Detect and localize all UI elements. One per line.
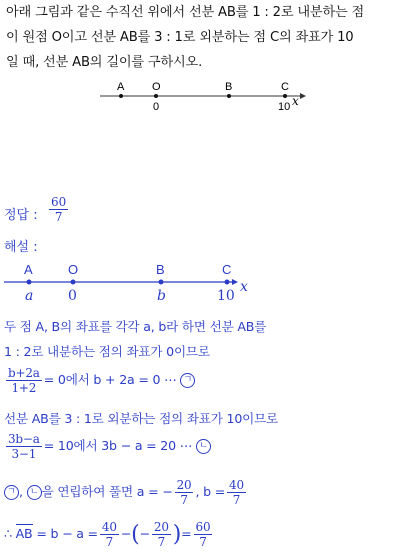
c3-num: 60 bbox=[195, 520, 211, 534]
eq2-den: 3−1 bbox=[11, 447, 37, 461]
label-c: C bbox=[281, 81, 289, 93]
label-a-2: A bbox=[24, 262, 33, 277]
paren-close: ) bbox=[172, 522, 182, 547]
explanation-number-line bbox=[0, 258, 400, 308]
answer-fraction bbox=[47, 195, 70, 224]
answer-label: 정답 : bbox=[4, 208, 38, 223]
eq2-rest: = 10에서 3b − a = 20 ⋯ bbox=[43, 438, 193, 453]
eq3-sep: , bbox=[19, 484, 27, 499]
axis-x-label-2: x bbox=[240, 279, 248, 295]
segment-ab: AB bbox=[15, 526, 33, 541]
c1-num: 40 bbox=[101, 520, 117, 534]
eq1-den: 1+2 bbox=[11, 381, 37, 395]
label-o: O bbox=[152, 81, 161, 93]
point-o-dot bbox=[154, 94, 158, 98]
point-a-dot bbox=[119, 94, 123, 98]
eq3-b: , b = bbox=[195, 484, 226, 499]
explanation-label: 해설 : bbox=[4, 240, 38, 255]
label-b: B bbox=[225, 81, 233, 93]
circle-mark-1: ㄱ bbox=[180, 373, 195, 388]
explanation-line-1: 두 점 A, B의 좌표를 각각 a, b라 하면 선분 AB를 bbox=[4, 319, 267, 334]
paren-open: ( bbox=[131, 522, 140, 547]
axis-x-label: x bbox=[292, 94, 299, 108]
equation-4 bbox=[4, 520, 214, 549]
point-a-dot-2 bbox=[27, 280, 32, 285]
value-a: a bbox=[25, 288, 34, 304]
explanation-line-3: 선분 AB를 3 : 1로 외분하는 점의 좌표가 10이므로 bbox=[4, 411, 279, 426]
c2-den: 7 bbox=[157, 535, 166, 549]
answer-num: 60 bbox=[51, 195, 67, 209]
point-b-dot-2 bbox=[159, 280, 164, 285]
label-b-2: B bbox=[156, 262, 165, 277]
circle-mark-2: ㄴ bbox=[196, 439, 211, 454]
value-10: 10 bbox=[217, 288, 235, 304]
value-b: b bbox=[157, 288, 166, 304]
a-num: 20 bbox=[176, 478, 192, 492]
therefore-symbol: ∴ bbox=[4, 526, 12, 541]
eq1-num: b+2a bbox=[8, 366, 40, 380]
a-den: 7 bbox=[180, 493, 188, 507]
equation-2 bbox=[4, 432, 211, 461]
point-o-dot-2 bbox=[71, 280, 76, 285]
arrow-head-2 bbox=[232, 279, 238, 285]
equation-3 bbox=[4, 478, 248, 507]
arrow-head bbox=[300, 93, 306, 99]
c1-den: 7 bbox=[105, 535, 114, 549]
eq4-eq: = b − a = bbox=[36, 526, 98, 541]
c3-den: 7 bbox=[199, 535, 207, 549]
label-c-2: C bbox=[222, 262, 232, 277]
value-0: 0 bbox=[68, 288, 77, 304]
c2-num: 20 bbox=[153, 520, 169, 534]
tick-10: 10 bbox=[278, 101, 291, 113]
label-a: A bbox=[117, 81, 125, 93]
eq4-minus: − bbox=[120, 526, 132, 541]
label-o-2: O bbox=[68, 262, 79, 277]
eq4-neg: − bbox=[139, 526, 150, 541]
b-num: 40 bbox=[229, 478, 244, 492]
explanation-line-2: 1 : 2로 내분하는 점의 좌표가 0이므로 bbox=[4, 344, 210, 359]
point-c-dot bbox=[283, 94, 287, 98]
eq2-num: 3b−a bbox=[8, 432, 40, 446]
question-line-2: 이 원점 O이고 선분 AB를 3 : 1로 외분하는 점 C의 좌표가 10 bbox=[6, 30, 354, 45]
circle-ref-1: ㄱ bbox=[4, 485, 19, 500]
point-c-dot-2 bbox=[225, 280, 230, 285]
number-line-figure bbox=[0, 78, 400, 118]
tick-0: 0 bbox=[153, 101, 160, 113]
circle-ref-2: ㄴ bbox=[27, 485, 42, 500]
eq3-mid: 을 연립하여 풀면 a = − bbox=[41, 484, 173, 499]
eq1-rest: = 0에서 b + 2a = 0 ⋯ bbox=[43, 372, 177, 387]
eq4-eqsign: = bbox=[181, 526, 192, 541]
b-den: 7 bbox=[232, 493, 241, 507]
equation-1 bbox=[4, 366, 195, 395]
point-b-dot bbox=[227, 94, 231, 98]
answer-den: 7 bbox=[54, 210, 63, 224]
question-line-1: 아래 그림과 같은 수직선 위에서 선분 AB를 1 : 2로 내분하는 점 bbox=[6, 5, 365, 20]
question-line-3: 일 때, 선분 AB의 길이를 구하시오. bbox=[6, 55, 203, 70]
